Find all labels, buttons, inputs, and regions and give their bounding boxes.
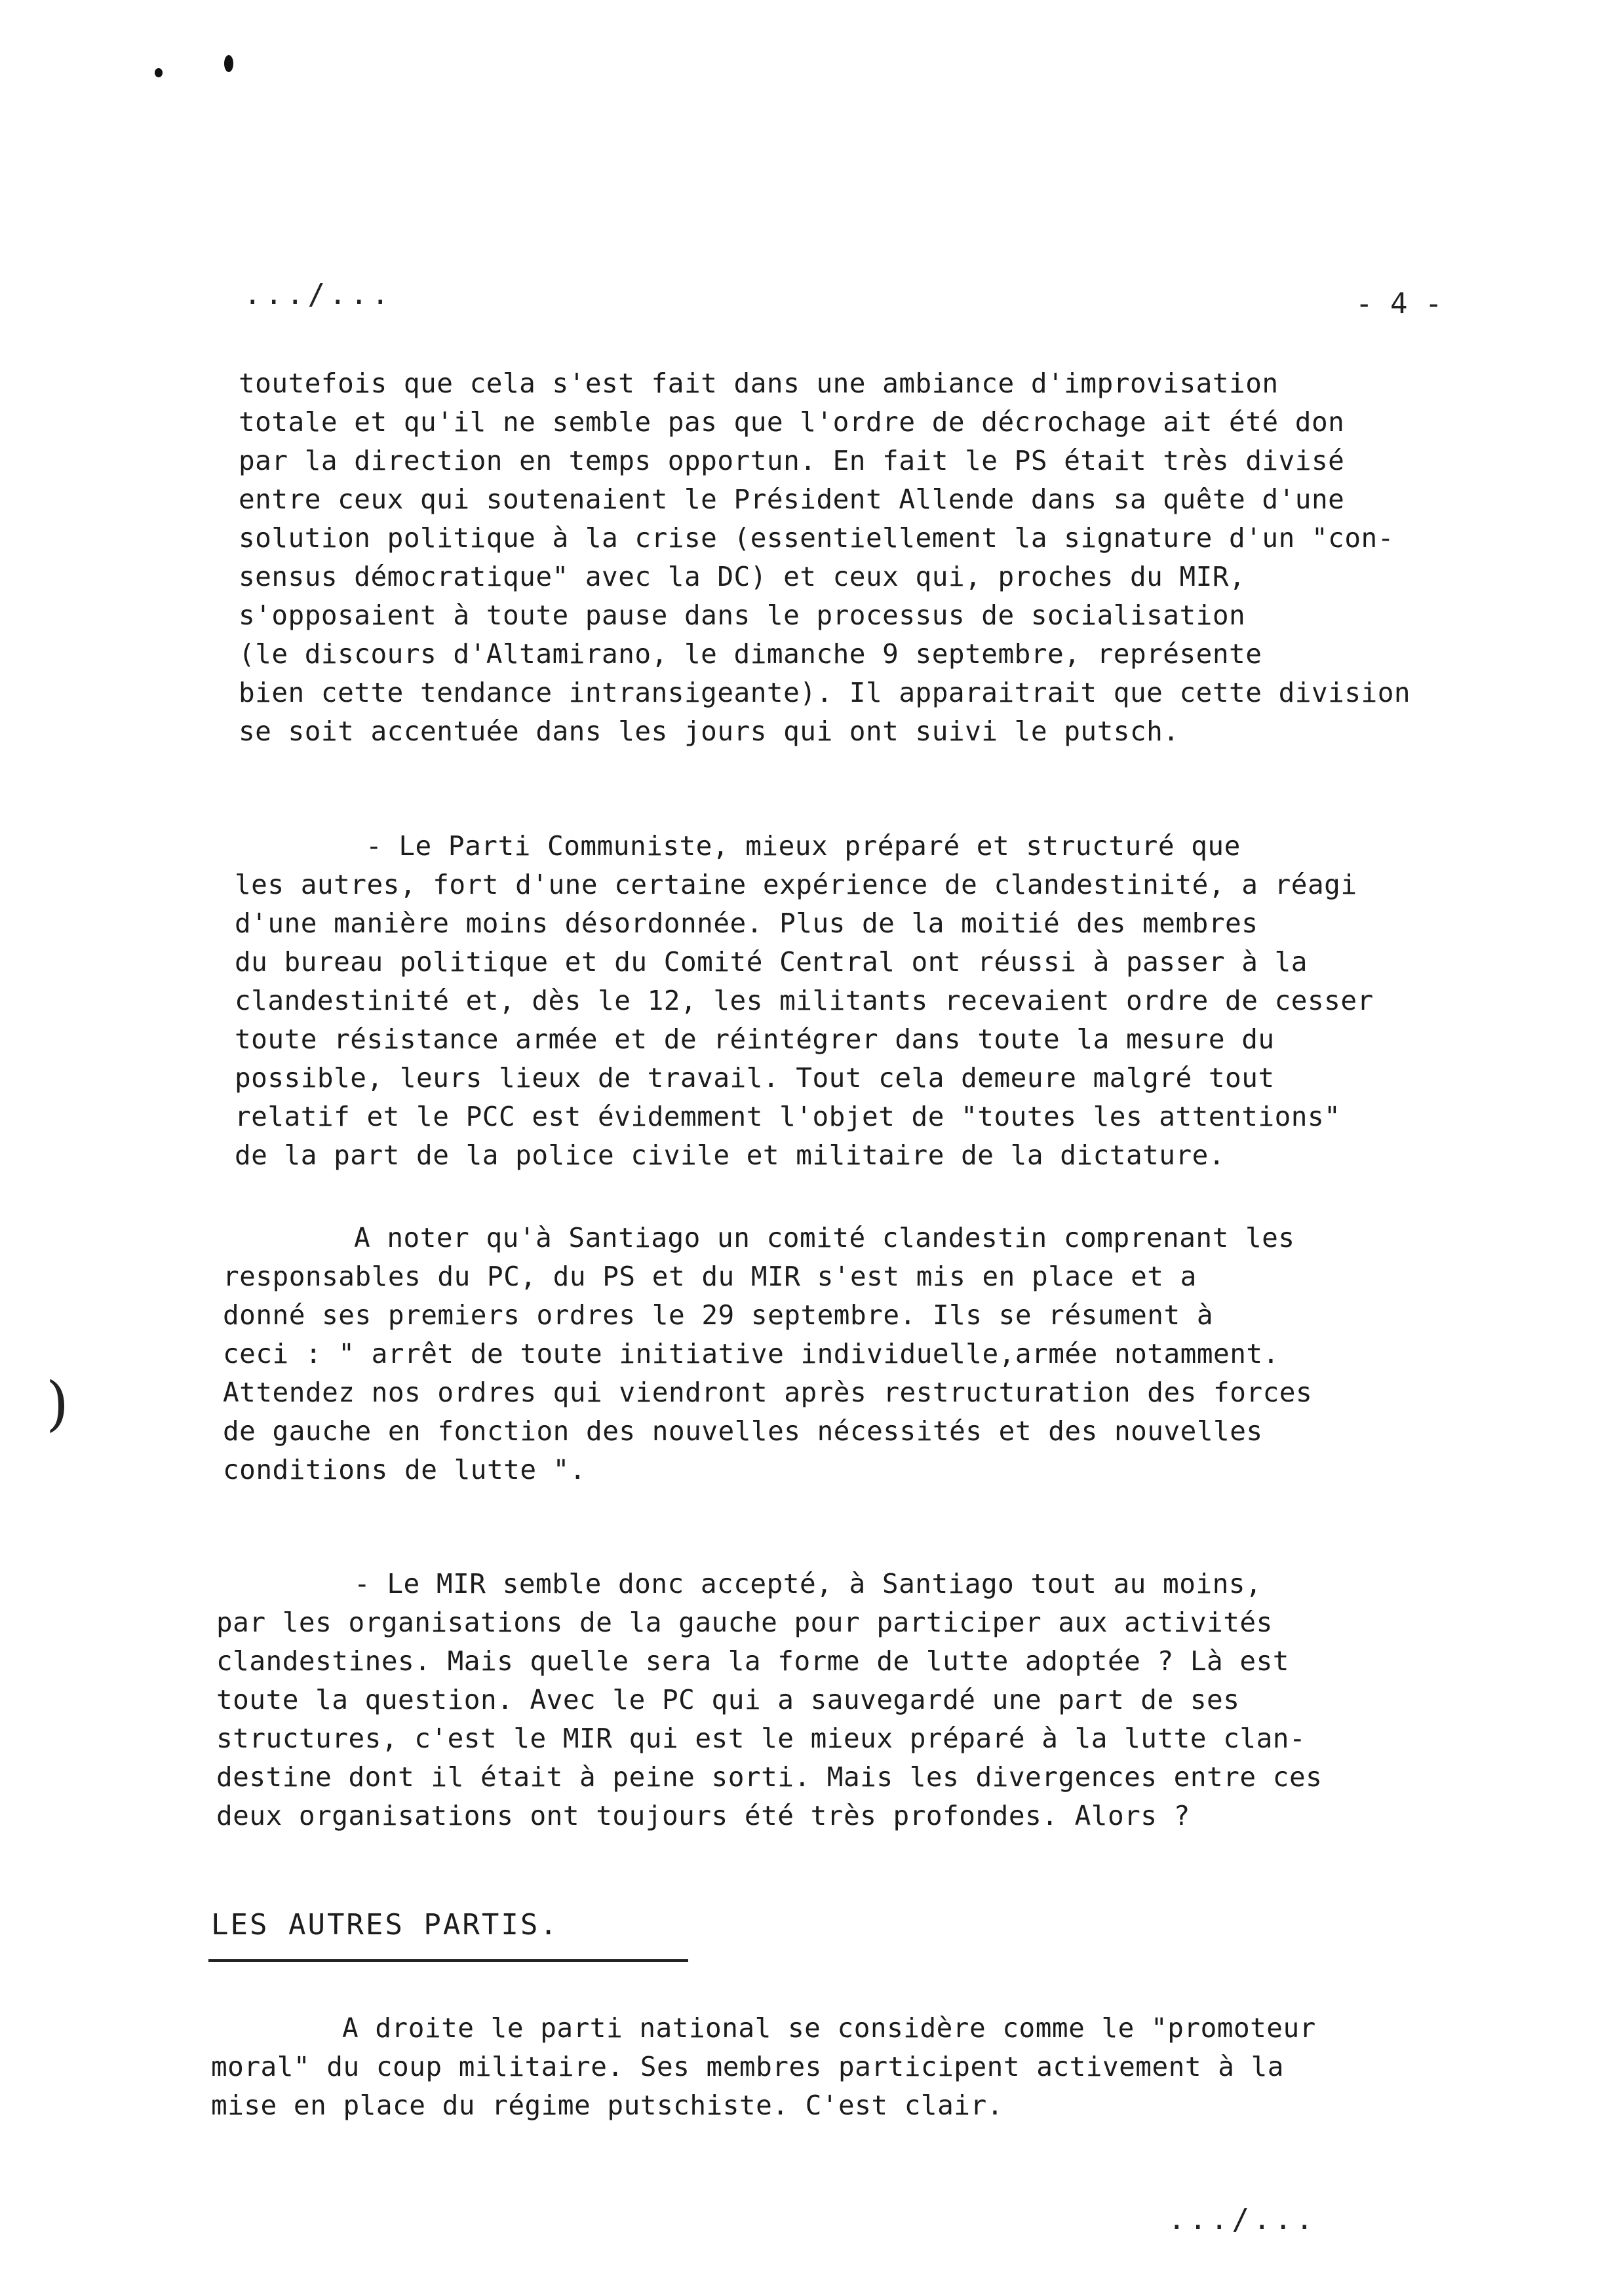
continuation-marker-bottom: .../... [1168, 2203, 1317, 2236]
text-line: destine dont il était à peine sorti. Mais les divergences entre ces [216, 1761, 1323, 1793]
text-line: entre ceux qui soutenaient le Président Allende dans sa quête d'une [239, 484, 1345, 515]
paragraph-comite [223, 1219, 1312, 1489]
text-line: se soit accentuée dans les jours qui ont suivi le putsch. [239, 716, 1180, 747]
text-line: A droite le parti national se considère comme le "promoteur [342, 2012, 1316, 2044]
continuation-marker-top: .../... [244, 278, 393, 311]
text-line: toute résistance armée et de réintégrer dans toute la mesure du [235, 1024, 1275, 1055]
text-line: clandestines. Mais quelle sera la forme de lutte adoptée ? Là est [216, 1645, 1289, 1677]
text-line: s'opposaient à toute pause dans le processus de socialisation [239, 600, 1246, 631]
text-line: relatif et le PCC est évidemment l'objet de "toutes les attentions" [235, 1101, 1341, 1132]
heading-underline [208, 1959, 688, 1962]
ink-speck [224, 55, 233, 72]
text-line: - Le Parti Communiste, mieux préparé et structuré que [366, 830, 1241, 862]
text-line: conditions de lutte ". [223, 1454, 587, 1485]
text-line: solution politique à la crise (essentiellement la signature d'un "con- [239, 522, 1394, 554]
text-line: deux organisations ont toujours été très profondes. Alors ? [216, 1800, 1190, 1831]
text-line: A noter qu'à Santiago un comité clandestin comprenant les [354, 1222, 1295, 1253]
text-line: d'une manière moins désordonnée. Plus de la moitié des membres [235, 908, 1258, 939]
margin-bracket-mark: ) [46, 1369, 69, 1438]
text-line: toute la question. Avec le PC qui a sauvegardé une part de ses [216, 1684, 1240, 1715]
text-line: structures, c'est le MIR qui est le mieux préparé à la lutte clan- [216, 1723, 1306, 1754]
ink-speck [155, 68, 163, 77]
text-line: responsables du PC, du PS et du MIR s'est mis en place et a [223, 1261, 1197, 1292]
text-line: bien cette tendance intransigeante). Il apparaitrait que cette division [239, 677, 1411, 708]
text-line: - Le MIR semble donc accepté, à Santiago tout au moins, [354, 1568, 1262, 1599]
text-line: totale et qu'il ne semble pas que l'ordre de décrochage ait été don [239, 406, 1345, 438]
text-line: donné ses premiers ordres le 29 septembre. Ils se résument à [223, 1299, 1214, 1331]
text-line: mise en place du régime putschiste. C'est clair. [211, 2090, 1003, 2121]
section-heading: LES AUTRES PARTIS. [211, 1908, 559, 1942]
text-line: clandestinité et, dès le 12, les militants recevaient ordre de cesser [235, 985, 1374, 1016]
text-line: (le discours d'Altamirano, le dimanche 9 septembre, représente [239, 638, 1262, 670]
text-line: de la part de la police civile et militaire de la dictature. [235, 1139, 1226, 1171]
text-line: moral" du coup militaire. Ses membres participent activement à la [211, 2051, 1284, 2082]
text-line: toutefois que cela s'est fait dans une ambiance d'improvisation [239, 368, 1279, 399]
text-line: du bureau politique et du Comité Central ont réussi à passer à la [235, 946, 1308, 978]
text-line: les autres, fort d'une certaine expérience de clandestinité, a réagi [235, 869, 1357, 900]
text-line: de gauche en fonction des nouvelles nécessités et des nouvelles [223, 1415, 1263, 1447]
page-number: - 4 - [1355, 287, 1443, 320]
text-line: Attendez nos ordres qui viendront après restructuration des forces [223, 1377, 1313, 1408]
text-line: possible, leurs lieux de travail. Tout cela demeure malgré tout [235, 1062, 1275, 1094]
text-line: par les organisations de la gauche pour participer aux activités [216, 1607, 1273, 1638]
paragraph-autres-partis [211, 2009, 1316, 2125]
text-line: ceci : " arrêt de toute initiative individuelle,armée notamment. [223, 1338, 1279, 1369]
text-line: par la direction en temps opportun. En fait le PS était très divisé [239, 445, 1345, 476]
paragraph-mir [216, 1565, 1322, 1835]
text-line: sensus démocratique" avec la DC) et ceux qui, proches du MIR, [239, 561, 1246, 592]
paragraph-ps [239, 364, 1411, 751]
paragraph-pc [235, 827, 1374, 1175]
